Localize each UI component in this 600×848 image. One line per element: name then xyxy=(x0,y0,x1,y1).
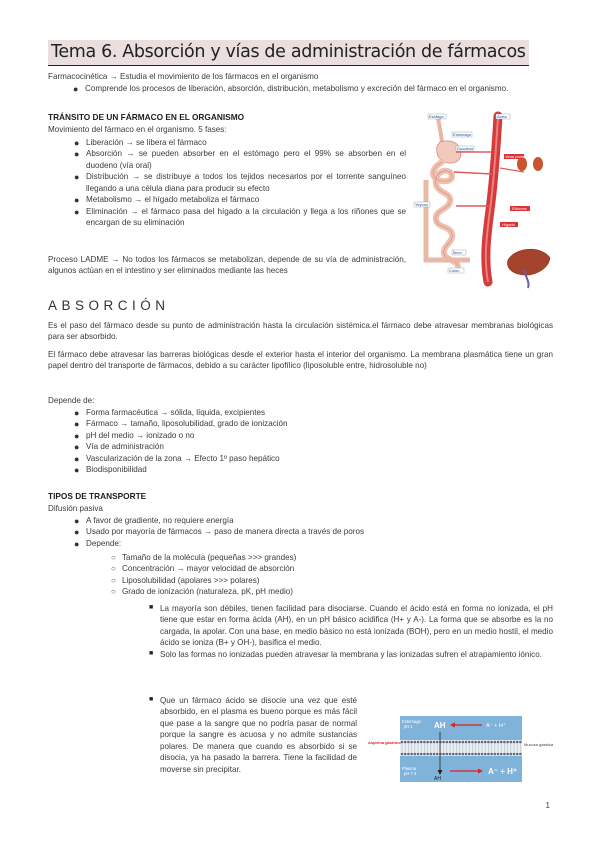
ah-bottom: AH xyxy=(434,776,441,782)
list-item: ● Comprende los procesos de liberación, absorción, distribución, metabolismo y excreción del fármaco en el organismo. xyxy=(73,84,509,94)
list-item: ■ Solo las formas no ionizadas pueden atravesar la membrana y las ionizadas sufren el atrapamiento iónico. xyxy=(149,649,542,659)
difusion-pasiva-label: Difusión pasiva xyxy=(48,504,103,513)
list-item: ● Liberación → se libera el fármaco xyxy=(74,138,207,148)
lipid-head xyxy=(481,741,484,744)
label-estomago: Estómago xyxy=(453,132,472,137)
transito-heading: TRÁNSITO DE UN FÁRMACO EN EL ORGANISMO xyxy=(48,112,245,122)
lipid-head xyxy=(474,753,477,756)
lipid-head xyxy=(407,753,410,756)
depende-sublist xyxy=(111,552,542,598)
lipid-head xyxy=(484,753,487,756)
lipid-head xyxy=(449,741,452,744)
absorcion-paragraph-1: Es el paso del fármaco desde su punto de administración hasta la circulación sistémica.el fármaco debe atravesar membranas biológicas para ser absorbido. xyxy=(48,321,553,342)
list-item: ○ Tamaño de la molécula (pequeñas >>> grandes) xyxy=(111,553,297,562)
lipid-head xyxy=(465,741,468,744)
ionizacion-sublist xyxy=(149,603,553,660)
absorcion-heading: ABSORCIÓN xyxy=(48,298,170,313)
lipid-head xyxy=(474,741,477,744)
list-item: ○ Liposolubilidad (apolares >>> polares) xyxy=(111,575,260,585)
lipid-head xyxy=(510,741,513,744)
ions-bottom: A⁻ + H⁺ xyxy=(488,767,518,776)
lipid-head xyxy=(442,753,445,756)
lipid-head xyxy=(410,753,413,756)
lipid-head xyxy=(468,753,471,756)
farmacocinetica-definition: Farmacocinética → Estudia el movimiento de los fármacos en el organismo xyxy=(48,72,319,81)
list-item: ● Fármaco → tamaño, liposolubilidad, grado de ionización xyxy=(74,419,288,430)
lipid-head xyxy=(497,753,500,756)
lipid-head xyxy=(513,741,516,744)
list-item: ● Vía de administración xyxy=(74,442,164,453)
lipid-head xyxy=(506,753,509,756)
stomach-label: Estómago xyxy=(402,719,421,724)
lipid-head xyxy=(490,753,493,756)
list-item: ○ Grado de ionización (naturaleza, pK, pH medio) xyxy=(111,587,293,597)
ladme-paragraph: Proceso LADME → No todos los fármacos se metabolizan, depende de su vía de administración, algunos actúan en el intestino y ser eliminados mediante las heces xyxy=(48,255,406,276)
label-ileon: Íleon xyxy=(453,250,462,255)
label-vena-porta: Vena porta xyxy=(505,154,525,159)
difusion-list xyxy=(74,515,546,549)
list-item: ● Distribución → se distribuye a todos los tejidos necesarios por el torrente sanguíneo llegando a una célula diana para producir su efecto xyxy=(74,172,406,193)
lipid-head xyxy=(426,753,429,756)
lipid-head xyxy=(471,741,474,744)
transporte-heading: TIPOS DE TRANSPORTE xyxy=(48,491,147,501)
label-rinones: Riñones xyxy=(512,206,527,211)
lipid-head xyxy=(519,741,522,744)
lipid-head xyxy=(433,741,436,744)
lipid-head xyxy=(500,753,503,756)
stomach-ph: pH 1 xyxy=(404,724,413,729)
lipid-head xyxy=(430,753,433,756)
label-colon: Colon xyxy=(449,268,460,273)
lipid-head xyxy=(423,741,426,744)
lipid-head xyxy=(404,753,407,756)
lipid-head xyxy=(487,741,490,744)
lipid-head xyxy=(484,741,487,744)
absorcion-paragraph-2: El fármaco debe atravesar las barreras biológicas desde el exterior hasta el interior del organismo. La membrana plasmática tiene un gran papel dentro del transporte de fármacos, debido a su carácter lipofílico (liposoluble entre, hidrosoluble no) xyxy=(48,350,553,371)
lipid-head xyxy=(471,753,474,756)
ions-top: A⁻ + H⁺ xyxy=(486,723,506,729)
lipid-head xyxy=(516,741,519,744)
transito-intro: Movimiento del fármaco en el organismo. 5 fases: xyxy=(48,125,227,134)
lipid-head xyxy=(442,741,445,744)
lipid-head xyxy=(417,741,420,744)
lipid-head xyxy=(401,741,404,744)
lipid-head xyxy=(430,741,433,744)
lipid-head xyxy=(458,741,461,744)
lipid-head xyxy=(510,753,513,756)
lipid-head xyxy=(449,753,452,756)
plasma-ph: pH 7.4 xyxy=(404,771,417,776)
label-duodeno: Duodeno xyxy=(457,146,474,151)
aspirin-label: Aspirina gástrico xyxy=(368,740,401,745)
lipid-head xyxy=(487,753,490,756)
lipid-head xyxy=(500,741,503,744)
label-yeyuno: Yeyuno xyxy=(415,202,429,207)
phases-list xyxy=(74,137,406,229)
lipid-head xyxy=(426,741,429,744)
lipid-head xyxy=(494,741,497,744)
lipid-head xyxy=(503,741,506,744)
lipid-head xyxy=(503,753,506,756)
list-item: ■ Que un fármaco ácido se disocie una vez que esté absorbido, en el plasma es bueno porque es más fácil que pase a la sangre que no podría pasar de normal porque la sangre es acuosa y no admite sustancias polares. De manera que cuando es absorbido si se disocia, ya ha pasado la barrera. Tiene la facilidad de moverse sin precipitar. xyxy=(149,696,357,774)
membrane-label: Mucosa gástrica xyxy=(524,742,554,747)
lipid-head xyxy=(423,753,426,756)
lipid-head xyxy=(436,741,439,744)
list-item: ● Eliminación → el fármaco pasa del hígado a la circulación y llega a los riñones que se encargan de su eliminación xyxy=(74,206,406,228)
lipid-head xyxy=(478,741,481,744)
lipid-head xyxy=(497,741,500,744)
list-item: ● Metabolismo → el hígado metaboliza el fármaco xyxy=(74,195,260,206)
lipid-head xyxy=(452,741,455,744)
lipid-head xyxy=(490,741,493,744)
lipid-head xyxy=(401,753,404,756)
lipid-head xyxy=(446,741,449,744)
lipid-head xyxy=(506,741,509,744)
lipid-head xyxy=(465,753,468,756)
plasma-label: Plasma xyxy=(402,766,416,771)
list-item: ● Vascularización de la zona → Efecto 1º paso hepático xyxy=(74,453,280,464)
lipid-head xyxy=(452,753,455,756)
list-item: ● Depende: xyxy=(74,538,122,549)
page-title: Tema 6. Absorción y vías de administración de fármacos xyxy=(48,40,529,66)
list-item: ● A favor de gradiente, no requiere energía xyxy=(74,516,234,526)
lipid-head xyxy=(462,741,465,744)
label-aorta: Aorta xyxy=(497,114,507,119)
lipid-head xyxy=(516,753,519,756)
lipid-head xyxy=(417,753,420,756)
list-item: ● Absorción → se pueden absorber en el estómago pero el 99% se absorben en el duodeno (vía oral) xyxy=(74,149,406,170)
lipid-head xyxy=(513,753,516,756)
lipid-head xyxy=(407,741,410,744)
lipid-head xyxy=(458,753,461,756)
list-item: ● Usado por mayoría de fármacos → paso de manera directa a través de poros xyxy=(74,527,365,538)
lipid-head xyxy=(439,753,442,756)
ah-top: AH xyxy=(434,721,446,730)
lipid-head xyxy=(404,741,407,744)
label-higado: Hígado xyxy=(502,222,515,227)
lipid-head xyxy=(478,753,481,756)
list-item: ■ La mayoría son débiles, tienen facilidad para disociarse. Cuando el ácido está en forma no ionizada, el pH tiene que estar en forma ácida (AH), en un pH básico acidifica (H+ y A-). La forma que se absorbe es la no cargada, la apolar. Con una base, en medio básico no está ionizada (BOH), pero en un medio hostil, el medio ácido se ioniza (B+ y OH-), basifica el medio. xyxy=(149,604,553,648)
lipid-head xyxy=(481,753,484,756)
lipid-head xyxy=(439,741,442,744)
list-item: ● Forma farmacéutica → sólida, líquida, excipientes xyxy=(74,408,266,418)
depende-label: Depende de: xyxy=(48,396,95,405)
list-item: ○ Concentración → mayor velocidad de absorción xyxy=(111,564,295,574)
list-item: ● Biodisponibilidad xyxy=(74,465,147,476)
page-number: 1 xyxy=(545,801,550,810)
lipid-head xyxy=(410,741,413,744)
lipid-head xyxy=(468,741,471,744)
lipid-head xyxy=(414,741,417,744)
ionizacion-sublist-2 xyxy=(149,695,357,775)
intro-list xyxy=(73,83,553,94)
lipid-head xyxy=(436,753,439,756)
lipid-head xyxy=(455,753,458,756)
list-item: ● pH del medio → ionizado o no xyxy=(74,430,195,441)
lipid-head xyxy=(414,753,417,756)
lipid-head xyxy=(494,753,497,756)
lipid-head xyxy=(519,753,522,756)
lipid-head xyxy=(462,753,465,756)
ion-trapping-figure xyxy=(366,714,554,784)
lipid-head xyxy=(455,741,458,744)
label-esofago: Esófago xyxy=(429,114,444,119)
lipid-head xyxy=(433,753,436,756)
factors-list xyxy=(74,407,546,476)
drug-transit-figure xyxy=(412,110,562,290)
lipid-head xyxy=(446,753,449,756)
lipid-head xyxy=(420,753,423,756)
lipid-head xyxy=(420,741,423,744)
